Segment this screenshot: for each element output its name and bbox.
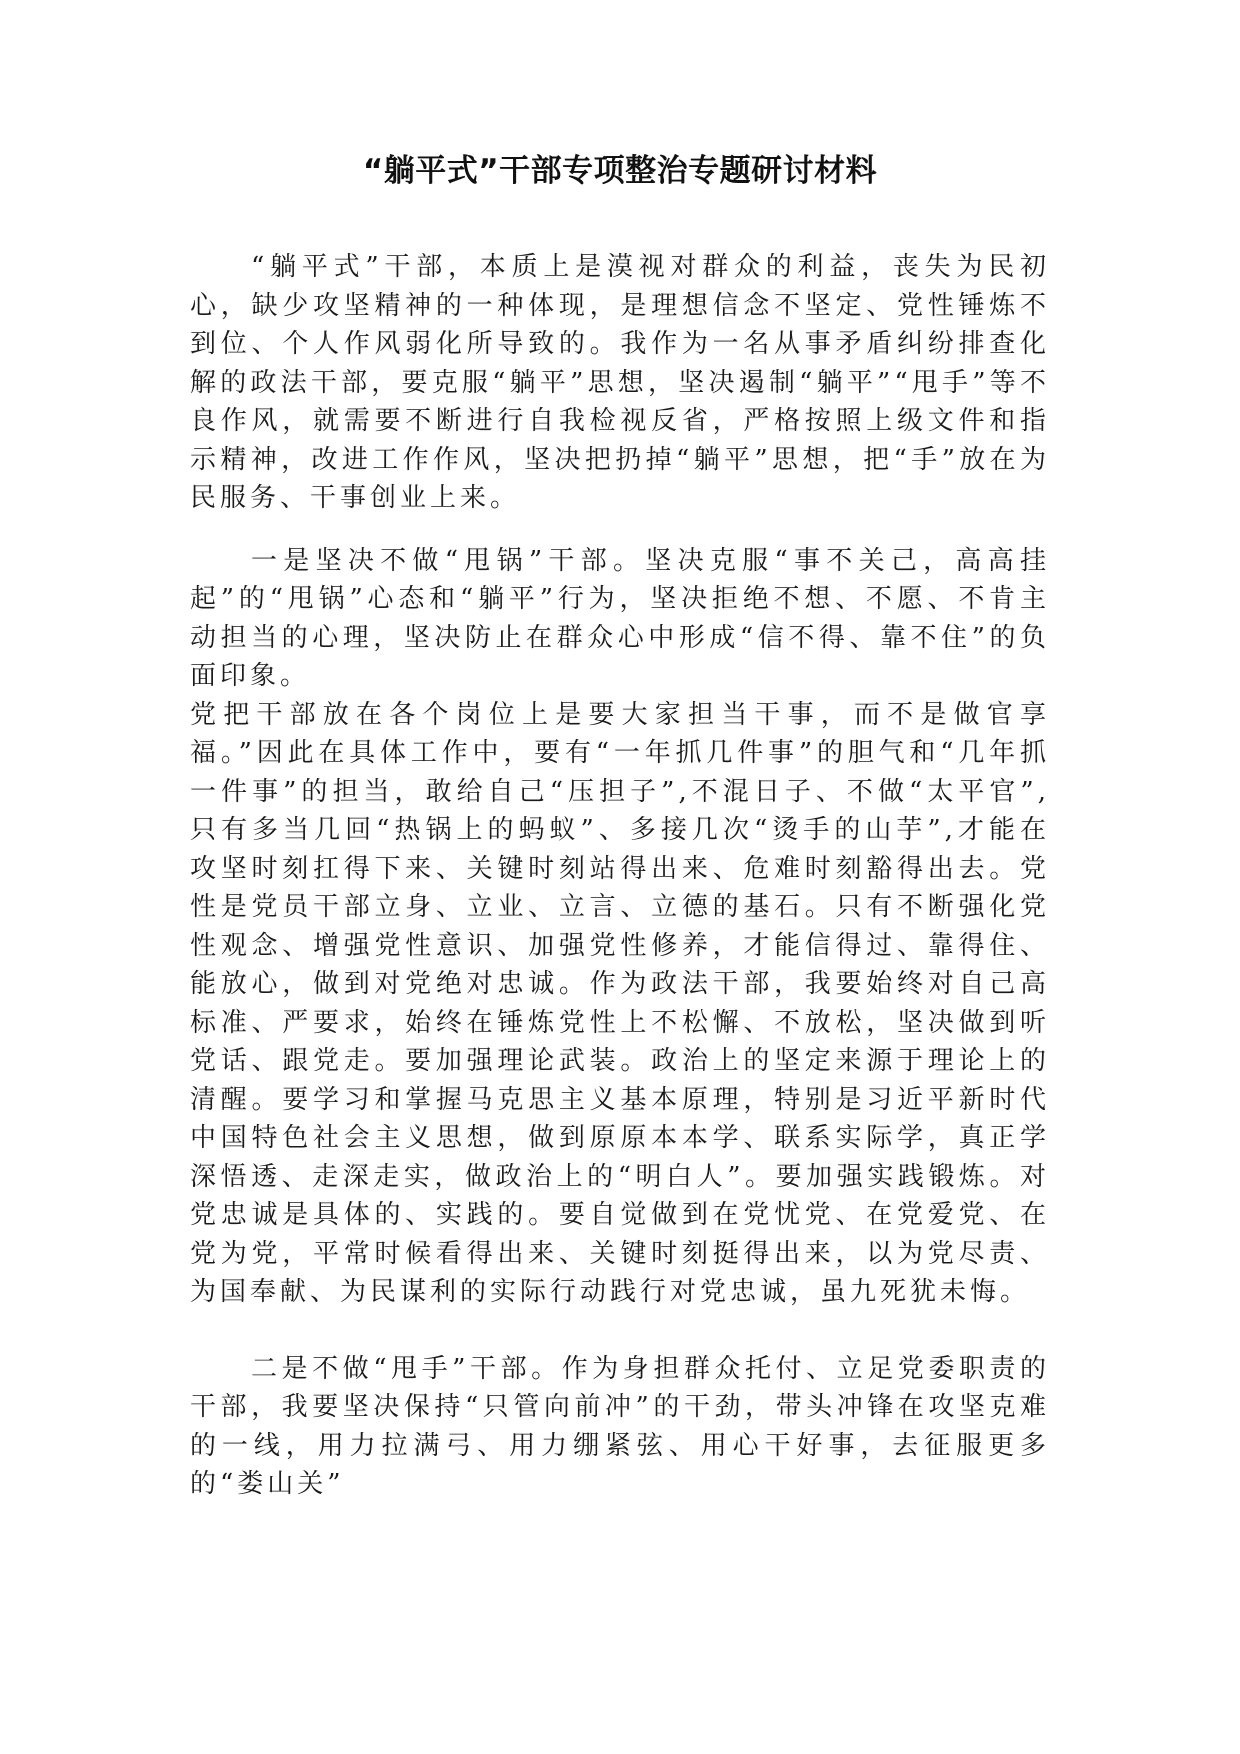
document-title: “躺平式”干部专项整治专题研讨材料 [362,153,878,189]
paragraph-point-one-continued: 党把干部放在各个岗位上是要大家担当干事，而不是做官享福。”因此在具体工作中，要有“一年抓几件事”的胆气和“几年抓一件事”的担当，敢给自己“压担子”,不混日子、不做“太平官”,只有多当几回“热锅上的蚂蚁”、多接几次“烫手的山芋”,才能在攻坚时刻扛得下来、关键时刻站得出来、危难时刻豁得出去。党性是党员干部立身、立业、立言、立德的基石。只有不断强化党性观念、增强党性意识、加强党性修养，才能信得过、靠得住、能放心，做到对党绝对忠诚。作为政法干部，我要始终对自己高标准、严要求，始终在锤炼党性上不松懈、不放松，坚决做到听党话、跟党走。要加强理论武装。政治上的坚定来源于理论上的清醒。要学习和掌握马克思主义基本原理，特别是习近平新时代中国特色社会主义思想，做到原原本本学、联系实际学，真正学深悟透、走深走实，做政治上的“明白人”。要加强实践锻炼。对党忠诚是具体的、实践的。要自觉做到在党忧党、在党爱党、在党为党，平常时候看得出来、关键时刻挺得出来，以为党尽责、为国奉献、为民谋利的实际行动践行对党忠诚，虽九死犹未悔。 [190,699,1050,1307]
paragraph-point-two: 二是不做“甩手”干部。作为身担群众托付、立足党委职责的干部，我要坚决保持“只管向前冲”的干劲，带头冲锋在攻坚克难的一线，用力拉满弓、用力绷紧弦、用心干好事，去征服更多的“娄山关” [190,1353,1050,1499]
paragraph-intro: “躺平式”干部，本质上是漠视对群众的利益，丧失为民初心，缺少攻坚精神的一种体现，是理想信念不坚定、党性锤炼不到位、个人作风弱化所导致的。我作为一名从事矛盾纠纷排查化解的政法干部，要克服“躺平”思想，坚决遏制“躺平”“甩手”等不良作风，就需要不断进行自我检视反省，严格按照上级文件和指示精神，改进工作作风，坚决把扔掉“躺平”思想，把“手”放在为民服务、干事创业上来。 [190,252,1050,513]
document-body [190,248,1050,1504]
paragraph-point-one: 一是坚决不做“甩锅”干部。坚决克服“事不关己，高高挂起”的“甩锅”心态和“躺平”行为，坚决拒绝不想、不愿、不肯主动担当的心理，坚决防止在群众心中形成“信不得、靠不住”的负面印象。 [190,545,1050,691]
